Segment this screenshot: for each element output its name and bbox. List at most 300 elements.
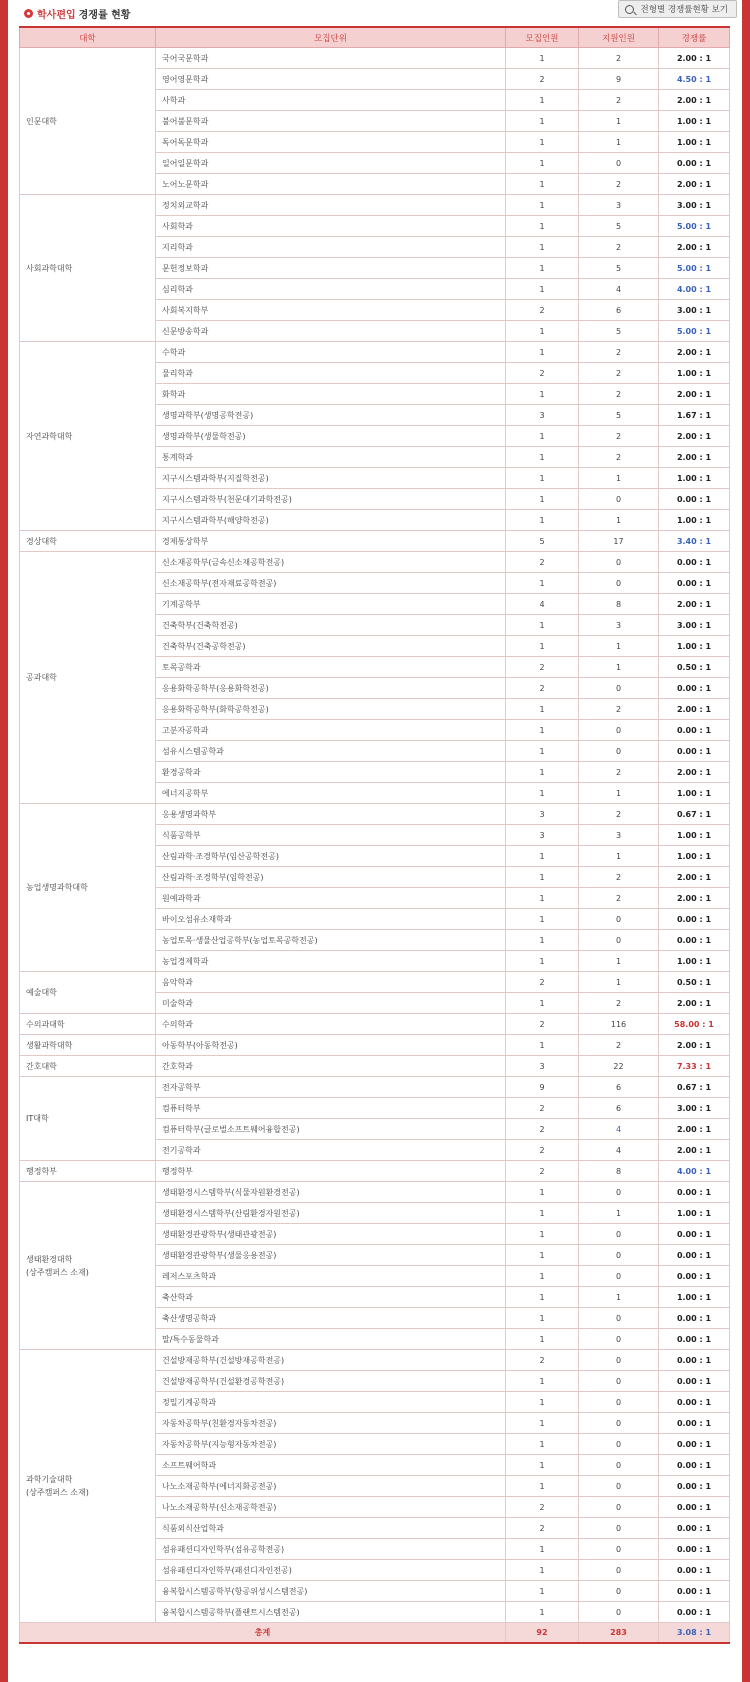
header-college: 대학 <box>20 27 156 48</box>
ratio-cell: 3.00 : 1 <box>659 195 730 216</box>
ratio-cell: 0.00 : 1 <box>659 1560 730 1581</box>
title-highlight: 학사편입 <box>37 10 76 21</box>
applicants-cell: 116 <box>579 1014 659 1035</box>
quota-cell: 2 <box>506 300 579 321</box>
quota-cell: 1 <box>506 615 579 636</box>
applicants-cell: 6 <box>579 300 659 321</box>
ratio-cell: 0.00 : 1 <box>659 720 730 741</box>
applicants-cell: 1 <box>579 1287 659 1308</box>
quota-cell: 1 <box>506 468 579 489</box>
applicants-cell: 2 <box>579 237 659 258</box>
unit-cell: 건설방재공학부(건설환경공학전공) <box>156 1371 506 1392</box>
total-quota: 92 <box>506 1623 579 1644</box>
header-ratio: 경쟁률 <box>659 27 730 48</box>
ratio-cell: 0.50 : 1 <box>659 657 730 678</box>
ratio-cell: 2.00 : 1 <box>659 384 730 405</box>
unit-cell: 환경공학과 <box>156 762 506 783</box>
unit-cell: 지리학과 <box>156 237 506 258</box>
quota-cell: 1 <box>506 321 579 342</box>
applicants-cell: 2 <box>579 888 659 909</box>
college-name: 인문대학 <box>26 116 57 126</box>
college-name: 행정학부 <box>26 1166 57 1176</box>
applicants-cell: 0 <box>579 1182 659 1203</box>
panel-header <box>8 0 742 25</box>
quota-cell: 1 <box>506 846 579 867</box>
unit-cell: 축산학과 <box>156 1287 506 1308</box>
college-cell <box>20 531 156 552</box>
table-row <box>20 1056 730 1077</box>
quota-cell: 1 <box>506 1560 579 1581</box>
unit-cell: 영어영문학과 <box>156 69 506 90</box>
unit-cell: 문헌정보학과 <box>156 258 506 279</box>
ratio-cell: 0.00 : 1 <box>659 1518 730 1539</box>
ratio-cell: 0.50 : 1 <box>659 972 730 993</box>
quota-cell: 2 <box>506 1014 579 1035</box>
applicants-cell: 0 <box>579 552 659 573</box>
college-cell <box>20 195 156 342</box>
ratio-cell: 1.00 : 1 <box>659 825 730 846</box>
unit-cell: 식품외식산업학과 <box>156 1518 506 1539</box>
applicants-cell: 4 <box>579 1119 659 1140</box>
ratio-cell: 0.00 : 1 <box>659 552 730 573</box>
ratio-cell: 4.00 : 1 <box>659 1161 730 1182</box>
ratio-cell: 5.00 : 1 <box>659 258 730 279</box>
ratio-cell: 1.00 : 1 <box>659 111 730 132</box>
quota-cell: 1 <box>506 762 579 783</box>
applicants-cell: 0 <box>579 1266 659 1287</box>
unit-cell: 심리학과 <box>156 279 506 300</box>
ratio-cell: 2.00 : 1 <box>659 237 730 258</box>
college-cell <box>20 48 156 195</box>
unit-cell: 미술학과 <box>156 993 506 1014</box>
quota-cell: 1 <box>506 951 579 972</box>
unit-cell: 사학과 <box>156 90 506 111</box>
college-name: 간호대학 <box>26 1061 57 1071</box>
unit-cell: 물리학과 <box>156 363 506 384</box>
college-name: IT대학 <box>26 1114 49 1123</box>
unit-cell: 컴퓨터학부 <box>156 1098 506 1119</box>
ratio-cell: 2.00 : 1 <box>659 174 730 195</box>
quota-cell: 2 <box>506 1140 579 1161</box>
view-by-type-label: 전형별 경쟁률현황 보기 <box>640 5 728 15</box>
ratio-cell: 0.00 : 1 <box>659 1602 730 1623</box>
quota-cell: 1 <box>506 1182 579 1203</box>
quota-cell: 1 <box>506 1371 579 1392</box>
applicants-cell: 1 <box>579 972 659 993</box>
quota-cell: 1 <box>506 1203 579 1224</box>
applicants-cell: 0 <box>579 1245 659 1266</box>
quota-cell: 4 <box>506 594 579 615</box>
ratio-cell: 0.67 : 1 <box>659 1077 730 1098</box>
quota-cell: 1 <box>506 426 579 447</box>
college-name: 사회과학대학 <box>26 263 73 273</box>
table-row <box>20 1161 730 1182</box>
quota-cell: 1 <box>506 384 579 405</box>
ratio-cell: 0.67 : 1 <box>659 804 730 825</box>
unit-cell: 농업경제학과 <box>156 951 506 972</box>
unit-cell: 노어노문학과 <box>156 174 506 195</box>
quota-cell: 2 <box>506 657 579 678</box>
table-row <box>20 972 730 993</box>
quota-cell: 1 <box>506 1539 579 1560</box>
quota-cell: 1 <box>506 174 579 195</box>
table-header-row <box>20 27 730 48</box>
unit-cell: 나노소재공학부(에너지화공전공) <box>156 1476 506 1497</box>
college-name: 경상대학 <box>26 536 57 546</box>
applicants-cell: 0 <box>579 1434 659 1455</box>
college-name: 생활과학대학 <box>26 1040 73 1050</box>
ratio-cell: 1.00 : 1 <box>659 951 730 972</box>
quota-cell: 3 <box>506 825 579 846</box>
header-applicants: 지원인원 <box>579 27 659 48</box>
ratio-cell: 2.00 : 1 <box>659 1119 730 1140</box>
bullet-icon <box>24 9 33 18</box>
total-row <box>20 1623 730 1644</box>
applicants-cell: 5 <box>579 258 659 279</box>
unit-cell: 일어일문학과 <box>156 153 506 174</box>
unit-cell: 사회복지학부 <box>156 300 506 321</box>
unit-cell: 에너지공학부 <box>156 783 506 804</box>
ratio-cell: 0.00 : 1 <box>659 573 730 594</box>
quota-cell: 1 <box>506 741 579 762</box>
unit-cell: 자동차공학부(지능형자동차전공) <box>156 1434 506 1455</box>
quota-cell: 1 <box>506 573 579 594</box>
unit-cell: 소프트웨어학과 <box>156 1455 506 1476</box>
ratio-cell: 3.00 : 1 <box>659 615 730 636</box>
college-cell <box>20 972 156 1014</box>
ratio-cell: 4.00 : 1 <box>659 279 730 300</box>
quota-cell: 2 <box>506 972 579 993</box>
unit-cell: 토목공학과 <box>156 657 506 678</box>
ratio-cell: 5.00 : 1 <box>659 321 730 342</box>
applicants-cell: 1 <box>579 1203 659 1224</box>
ratio-cell: 2.00 : 1 <box>659 447 730 468</box>
quota-cell: 1 <box>506 636 579 657</box>
applicants-cell: 2 <box>579 48 659 69</box>
table-row <box>20 342 730 363</box>
ratio-cell: 0.00 : 1 <box>659 1224 730 1245</box>
ratio-cell: 0.00 : 1 <box>659 909 730 930</box>
unit-cell: 생태환경시스템학부(산림환경자원전공) <box>156 1203 506 1224</box>
applicants-cell: 8 <box>579 594 659 615</box>
table-row <box>20 195 730 216</box>
quota-cell: 1 <box>506 1455 579 1476</box>
applicants-cell: 0 <box>579 1308 659 1329</box>
applicants-cell: 6 <box>579 1077 659 1098</box>
college-cell <box>20 1182 156 1350</box>
quota-cell: 1 <box>506 699 579 720</box>
total-label: 총계 <box>20 1623 506 1644</box>
applicants-cell: 0 <box>579 1350 659 1371</box>
ratio-cell: 7.33 : 1 <box>659 1056 730 1077</box>
unit-cell: 섬유시스템공학과 <box>156 741 506 762</box>
applicants-cell: 0 <box>579 1224 659 1245</box>
applicants-cell: 0 <box>579 1392 659 1413</box>
unit-cell: 컴퓨터학부(글로벌소프트웨어융합전공) <box>156 1119 506 1140</box>
applicants-cell: 1 <box>579 111 659 132</box>
applicants-cell: 5 <box>579 216 659 237</box>
unit-cell: 생태환경관광학부(생태관광전공) <box>156 1224 506 1245</box>
unit-cell: 말/특수동물학과 <box>156 1329 506 1350</box>
quota-cell: 1 <box>506 1266 579 1287</box>
ratio-cell: 3.00 : 1 <box>659 300 730 321</box>
unit-cell: 생명과학부(생물학전공) <box>156 426 506 447</box>
college-name: 수의과대학 <box>26 1019 65 1029</box>
quota-cell: 1 <box>506 1434 579 1455</box>
quota-cell: 1 <box>506 1035 579 1056</box>
quota-cell: 1 <box>506 279 579 300</box>
quota-cell: 2 <box>506 1098 579 1119</box>
unit-cell: 전자공학부 <box>156 1077 506 1098</box>
college-cell <box>20 1035 156 1056</box>
ratio-cell: 0.00 : 1 <box>659 1434 730 1455</box>
table-row <box>20 1077 730 1098</box>
applicants-cell: 0 <box>579 1455 659 1476</box>
applicants-cell: 1 <box>579 951 659 972</box>
quota-cell: 2 <box>506 678 579 699</box>
applicants-cell: 0 <box>579 1602 659 1623</box>
ratio-cell: 0.00 : 1 <box>659 1182 730 1203</box>
quota-cell: 9 <box>506 1077 579 1098</box>
applicants-cell: 1 <box>579 783 659 804</box>
applicants-cell: 0 <box>579 153 659 174</box>
applicants-cell: 2 <box>579 762 659 783</box>
table-row <box>20 1014 730 1035</box>
ratio-cell: 4.50 : 1 <box>659 69 730 90</box>
applicants-cell: 2 <box>579 90 659 111</box>
college-cell <box>20 1077 156 1161</box>
unit-cell: 지구시스템과학부(해양학전공) <box>156 510 506 531</box>
quota-cell: 1 <box>506 1245 579 1266</box>
quota-cell: 1 <box>506 342 579 363</box>
ratio-cell: 2.00 : 1 <box>659 867 730 888</box>
applicants-cell: 0 <box>579 573 659 594</box>
quota-cell: 5 <box>506 531 579 552</box>
quota-cell: 1 <box>506 1329 579 1350</box>
applicants-cell: 2 <box>579 699 659 720</box>
ratio-cell: 0.00 : 1 <box>659 1455 730 1476</box>
ratio-cell: 3.40 : 1 <box>659 531 730 552</box>
college-name: 예술대학 <box>26 988 57 997</box>
applicants-cell: 2 <box>579 867 659 888</box>
quota-cell: 1 <box>506 909 579 930</box>
quota-cell: 1 <box>506 930 579 951</box>
applicants-cell: 1 <box>579 657 659 678</box>
college-cell <box>20 1014 156 1035</box>
unit-cell: 음악학과 <box>156 972 506 993</box>
college-cell <box>20 1161 156 1182</box>
unit-cell: 응용생명과학부 <box>156 804 506 825</box>
unit-cell: 건축학부(건축학전공) <box>156 615 506 636</box>
quota-cell: 1 <box>506 447 579 468</box>
applicants-cell: 0 <box>579 678 659 699</box>
applicants-cell: 0 <box>579 720 659 741</box>
applicants-cell: 1 <box>579 510 659 531</box>
ratio-cell: 0.00 : 1 <box>659 1350 730 1371</box>
table-row <box>20 1182 730 1203</box>
table-row <box>20 1350 730 1371</box>
ratio-cell: 0.00 : 1 <box>659 489 730 510</box>
applicants-cell: 0 <box>579 1413 659 1434</box>
ratio-cell: 2.00 : 1 <box>659 90 730 111</box>
applicants-cell: 0 <box>579 1497 659 1518</box>
ratio-cell: 1.00 : 1 <box>659 132 730 153</box>
quota-cell: 2 <box>506 69 579 90</box>
applicants-cell: 3 <box>579 825 659 846</box>
unit-cell: 융복합시스템공학부(항공위성시스템전공) <box>156 1581 506 1602</box>
ratio-cell: 0.00 : 1 <box>659 678 730 699</box>
quota-cell: 1 <box>506 1581 579 1602</box>
unit-cell: 응용화학공학부(화학공학전공) <box>156 699 506 720</box>
unit-cell: 독어독문학과 <box>156 132 506 153</box>
college-name: 농업생명과학대학 <box>26 883 88 892</box>
unit-cell: 화학과 <box>156 384 506 405</box>
applicants-cell: 5 <box>579 321 659 342</box>
college-cell <box>20 552 156 804</box>
competition-table <box>19 26 730 1644</box>
applicants-cell: 17 <box>579 531 659 552</box>
quota-cell: 1 <box>506 1602 579 1623</box>
applicants-cell: 1 <box>579 468 659 489</box>
unit-cell: 섬유패션디자인학부(패션디자인전공) <box>156 1560 506 1581</box>
ratio-cell: 0.00 : 1 <box>659 1329 730 1350</box>
applicants-cell: 1 <box>579 636 659 657</box>
unit-cell: 정밀기계공학과 <box>156 1392 506 1413</box>
applicants-cell: 3 <box>579 615 659 636</box>
applicants-cell: 2 <box>579 1035 659 1056</box>
college-cell <box>20 804 156 972</box>
applicants-cell: 0 <box>579 1581 659 1602</box>
applicants-cell: 9 <box>579 69 659 90</box>
college-name: 자연과학대학 <box>26 431 73 441</box>
college-cell <box>20 1350 156 1623</box>
quota-cell: 1 <box>506 888 579 909</box>
applicants-cell: 0 <box>579 1371 659 1392</box>
applicants-cell: 0 <box>579 909 659 930</box>
view-by-type-button[interactable] <box>618 0 737 18</box>
ratio-cell: 0.00 : 1 <box>659 1539 730 1560</box>
unit-cell: 생태환경시스템학부(식물자원환경전공) <box>156 1182 506 1203</box>
unit-cell: 기계공학부 <box>156 594 506 615</box>
header-unit: 모집단위 <box>156 27 506 48</box>
quota-cell: 1 <box>506 720 579 741</box>
ratio-cell: 0.00 : 1 <box>659 1392 730 1413</box>
ratio-cell: 5.00 : 1 <box>659 216 730 237</box>
table-row <box>20 552 730 573</box>
unit-cell: 산림과학·조경학부(임산공학전공) <box>156 846 506 867</box>
unit-cell: 수학과 <box>156 342 506 363</box>
quota-cell: 1 <box>506 153 579 174</box>
unit-cell: 간호학과 <box>156 1056 506 1077</box>
quota-cell: 1 <box>506 258 579 279</box>
unit-cell: 사회학과 <box>156 216 506 237</box>
header-quota: 모집인원 <box>506 27 579 48</box>
unit-cell: 신소재공학부(전자재료공학전공) <box>156 573 506 594</box>
applicants-cell: 0 <box>579 1329 659 1350</box>
applicants-cell: 2 <box>579 426 659 447</box>
ratio-cell: 0.00 : 1 <box>659 741 730 762</box>
applicants-cell: 2 <box>579 174 659 195</box>
unit-cell: 생태환경관광학부(생물응용전공) <box>156 1245 506 1266</box>
ratio-cell: 2.00 : 1 <box>659 993 730 1014</box>
ratio-cell: 2.00 : 1 <box>659 699 730 720</box>
applicants-cell: 3 <box>579 195 659 216</box>
table-row <box>20 48 730 69</box>
unit-cell: 건설방재공학부(건설방재공학전공) <box>156 1350 506 1371</box>
applicants-cell: 2 <box>579 447 659 468</box>
quota-cell: 1 <box>506 510 579 531</box>
quota-cell: 1 <box>506 993 579 1014</box>
ratio-cell: 2.00 : 1 <box>659 762 730 783</box>
applicants-cell: 6 <box>579 1098 659 1119</box>
page-title <box>24 6 130 21</box>
quota-cell: 1 <box>506 195 579 216</box>
quota-cell: 1 <box>506 783 579 804</box>
applicants-cell: 0 <box>579 741 659 762</box>
ratio-cell: 1.00 : 1 <box>659 1203 730 1224</box>
unit-cell: 아동학부(아동학전공) <box>156 1035 506 1056</box>
quota-cell: 2 <box>506 552 579 573</box>
quota-cell: 2 <box>506 1350 579 1371</box>
applicants-cell: 1 <box>579 132 659 153</box>
ratio-cell: 1.00 : 1 <box>659 1287 730 1308</box>
unit-cell: 경제통상학부 <box>156 531 506 552</box>
quota-cell: 1 <box>506 489 579 510</box>
unit-cell: 통계학과 <box>156 447 506 468</box>
unit-cell: 자동차공학부(친환경자동차전공) <box>156 1413 506 1434</box>
unit-cell: 행정학부 <box>156 1161 506 1182</box>
quota-cell: 1 <box>506 48 579 69</box>
unit-cell: 신소재공학부(금속신소재공학전공) <box>156 552 506 573</box>
ratio-cell: 0.00 : 1 <box>659 930 730 951</box>
ratio-cell: 1.00 : 1 <box>659 846 730 867</box>
applicants-cell: 0 <box>579 489 659 510</box>
total-ratio: 3.08 : 1 <box>659 1623 730 1644</box>
quota-cell: 1 <box>506 1413 579 1434</box>
unit-cell: 불어불문학과 <box>156 111 506 132</box>
unit-cell: 지구시스템과학부(지질학전공) <box>156 468 506 489</box>
ratio-cell: 2.00 : 1 <box>659 426 730 447</box>
ratio-cell: 1.00 : 1 <box>659 363 730 384</box>
unit-cell: 건축학부(건축공학전공) <box>156 636 506 657</box>
ratio-cell: 1.00 : 1 <box>659 636 730 657</box>
quota-cell: 1 <box>506 1392 579 1413</box>
quota-cell: 1 <box>506 237 579 258</box>
unit-cell: 생명과학부(생명공학전공) <box>156 405 506 426</box>
applicants-cell: 0 <box>579 1560 659 1581</box>
quota-cell: 1 <box>506 132 579 153</box>
quota-cell: 1 <box>506 1476 579 1497</box>
college-name: 생태환경대학 <box>26 1254 73 1264</box>
unit-cell: 레저스포츠학과 <box>156 1266 506 1287</box>
ratio-cell: 0.00 : 1 <box>659 1266 730 1287</box>
applicants-cell: 22 <box>579 1056 659 1077</box>
quota-cell: 2 <box>506 1119 579 1140</box>
unit-cell: 정치외교학과 <box>156 195 506 216</box>
unit-cell: 축산생명공학과 <box>156 1308 506 1329</box>
applicants-cell: 2 <box>579 804 659 825</box>
unit-cell: 원예과학과 <box>156 888 506 909</box>
applicants-cell: 1 <box>579 846 659 867</box>
applicants-cell: 2 <box>579 342 659 363</box>
quota-cell: 2 <box>506 1518 579 1539</box>
applicants-cell: 2 <box>579 363 659 384</box>
ratio-cell: 0.00 : 1 <box>659 1497 730 1518</box>
unit-cell: 전기공학과 <box>156 1140 506 1161</box>
ratio-cell: 1.00 : 1 <box>659 468 730 489</box>
unit-cell: 바이오섬유소재학과 <box>156 909 506 930</box>
table-row <box>20 1035 730 1056</box>
